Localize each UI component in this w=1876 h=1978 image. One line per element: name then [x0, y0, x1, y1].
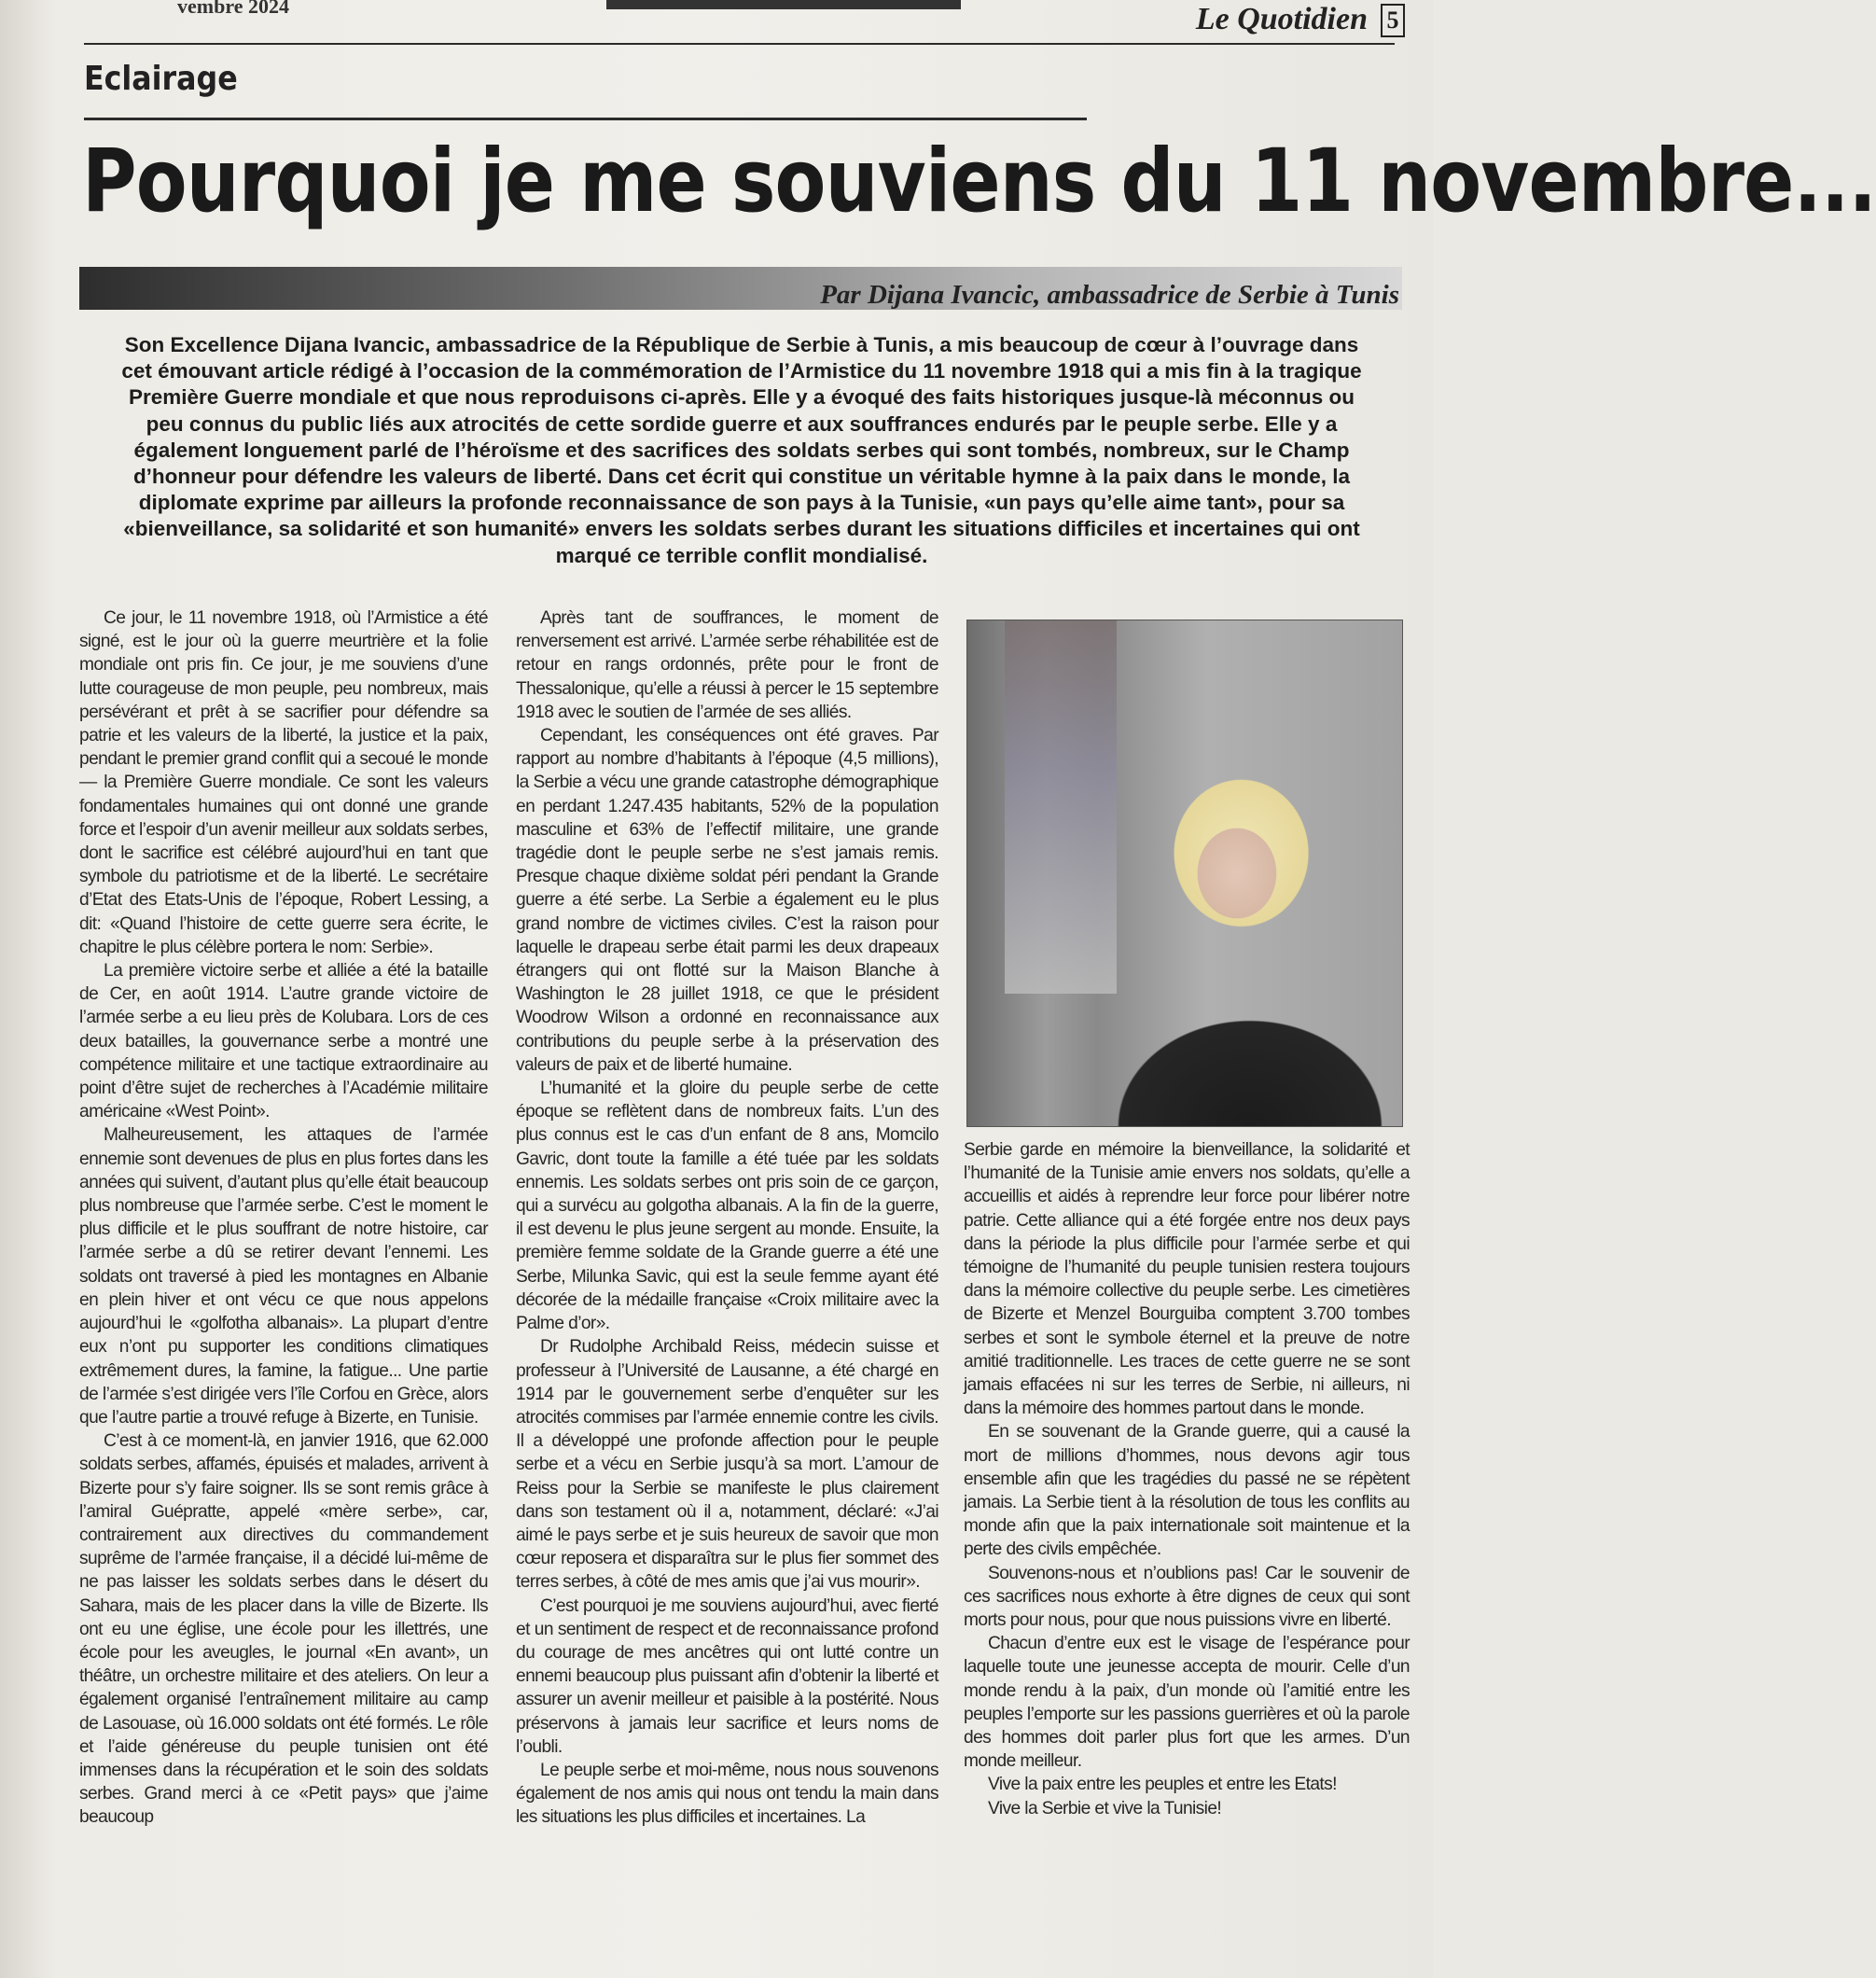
- column-3: [964, 1138, 1410, 1820]
- newspaper-name: Le Quotidien: [1195, 2, 1368, 36]
- paragraph: Serbie garde en mémoire la bienveillance, la solidarité et l’humanité de la Tunisie amie envers nos soldats, qu’elle a accueillis et aidés à reprendre leur force pour libérer notre patrie. Cette alliance qui a été forgée entre nos deux pays dans la période la plus difficile pour l’armée serbe et qui témoigne de l’humanité du peuple tunisien restera toujours dans la mémoire collective du peuple serbe. Les cimetières de Bizerte et Menzel Bourguiba comptent 3.700 tombes serbes et sont le symbole éternel et la preuve de notre amitié traditionnelle. Les traces de cette guerre ne se sont jamais effacées ni sur les terres de Serbie, ni ailleurs, ni dans la mémoire des hommes partout dans le monde.: [964, 1140, 1410, 1419]
- column-1: [79, 606, 488, 1830]
- section-rule: [84, 118, 1087, 120]
- issue-date: vembre 2024: [177, 0, 289, 18]
- paragraph: Après tant de souffrances, le moment de renversement est arrivé. L’armée serbe réhabilitée est de retour en rangs ordonnés, prête pour le front de Thessalonique, qu’elle a réussi à percer le 15 septembre 1918 avec le soutien de l’armée de ses alliés.: [516, 608, 938, 722]
- paragraph: C’est à ce moment-là, en janvier 1916, que 62.000 soldats serbes, affamés, épuisés et malades, arrivent à Bizerte pour s’y faire soigner. Ils se sont remis grâce à l’amiral Guépratte, appelé «mère serbe», car, contrairement aux directives du commandement suprême de l’armée française, il a décidé lui-même de ne pas laisser les soldats serbes dans le désert du Sahara, mais de les placer dans la ville de Bizerte. Ils ont eu une église, une école pour les illettrés, une école pour les aveugles, le journal «En avant», un théâtre, un orchestre militaire et des ateliers. On leur a également organisé l’entraînement militaire au camp de Lasouase, où 16.000 soldats ont été formés. Le rôle et l’aide généreuse du peuple tunisien ont été immenses dans la récupération et le soin des soldats serbes. Grand merci à ce «Petit pays» que j’aime beaucoup: [79, 1431, 488, 1828]
- paragraph: Malheureusement, les attaques de l’armée ennemie sont devenues de plus en plus fortes dans les années qui suivent, d’autant plus qu’elle était beaucoup plus nombreuse que l’armée serbe. C’est le moment le plus difficile et le plus souffrant de notre histoire, car l’armée serbe a dû se retirer devant l’ennemi. Les soldats ont traversé à pied les montagnes en Albanie en plein hiver et ont vécu ce que nous appelons aujourd’hui le «golfotha albanais». La plupart d’entre eux n’ont pu supporter les conditions climatiques extrêmement dures, la famine, la fatigue... Une partie de l’armée s’est dirigée vers l’île Corfou en Grèce, alors que l’autre partie a trouvé refuge à Bizerte, en Tunisie.: [79, 1125, 488, 1428]
- paragraph: Ce jour, le 11 novembre 1918, où l’Armistice a été signé, est le jour où la guerre meurtrière et la folie mondiale ont pris fin. Ce jour, je me souviens d’une lutte courageuse de mon peuple, peu nombreux, mais persévérant et prêt à se sacrifier pour défendre sa patrie et les valeurs de la liberté, la justice et la paix, pendant le premier grand conflit qui a secoué le monde — la Première Guerre mondiale. Ce sont les valeurs fondamentales humaines qui ont donné une grande force et l’espoir d’un avenir meilleur aux soldats serbes, dont le sacrifice est célébré aujourd’hui en tant que symbole du patriotisme et de la liberté. Le secrétaire d’Etat des Etats-Unis de l’époque, Robert Lessing, a dit: «Quand l’histoire de cette guerre sera écrite, le chapitre le plus célèbre portera le nom: Serbie».: [79, 608, 488, 957]
- paragraph: Dr Rudolphe Archibald Reiss, médecin suisse et professeur à l’Université de Lausanne, a été chargé en 1914 par le gouvernement serbe d’enquêter sur les atrocités commises par l’armée ennemie contre les civils. Il a développé une profonde affection pour le peuple serbe et a vécu en Serbie jusqu’à sa mort. L’amour de Reiss pour la Serbie se manifeste le plus clairement dans son testament où il a, notamment, déclaré: «J’ai aimé le pays serbe et je suis heureux de savoir que mon cœur reposera et disparaîtra sur le plus fier sommet des terres serbes, à côté de mes amis que j’ai vus mourir».: [516, 1337, 938, 1593]
- paragraph: C’est pourquoi je me souviens aujourd’hui, avec fierté et un sentiment de respect et de reconnaissance profond du courage de mes ancêtres qui ont lutté contre un ennemi beaucoup plus puissant afin d’obtenir la liberté et assurer un avenir meilleur et paisible à la postérité. Nous préservons à jamais leur sacrifice et leurs noms de l’oubli.: [516, 1595, 938, 1757]
- paragraph: En se souvenant de la Grande guerre, qui a causé la mort de millions d’hommes, nous devons agir tous ensemble afin que les tragédies du passé ne se répètent jamais. La Serbie tient à la résolution de tous les conflits au monde afin que la paix internationale soit maintenue et la perte des civils empêchée.: [964, 1422, 1410, 1560]
- flag-image: [1005, 620, 1117, 994]
- paragraph: Vive la paix entre les peuples et entre les Etats!: [988, 1775, 1337, 1795]
- ambassador-photo: [966, 620, 1403, 1127]
- headline: Pourquoi je me souviens du 11 novembre...: [82, 131, 1876, 232]
- paragraph: Cependant, les conséquences ont été graves. Par rapport au nombre d’habitants à l’époque (4,5 millions), la Serbie a vécu une grande catastrophe démographique en perdant 1.247.435 habitants, 52% de la population masculine et 63% de l’effectif militaire, une grande tragédie dont le peuple serbe ne s’est jamais remis. Presque chaque dixième soldat péri pendant la Grande guerre a été serbe. La Serbie a également eu le plus grand nombre de victimes civiles. C’est la raison pour laquelle le drapeau serbe était parmi les deux drapeaux étrangers qui ont flotté sur la Maison Blanche à Washington le 28 juillet 1918, ce que le président Woodrow Wilson a ordonné en reconnaissance aux contributions du peuple serbe à la préservation des valeurs de paix et de liberté humaine.: [516, 726, 938, 1075]
- section-label: Eclairage: [84, 60, 238, 98]
- paragraph: La première victoire serbe et alliée a été la bataille de Cer, en août 1914. L’autre grande victoire de l’armée serbe a eu lieu près de Kolubara. Lors de ces deux batailles, la gouvernance serbe a montré une compétence militaire et une tactique extraordinaire au point d’être sujet de recherches à l’Académie militaire américaine «West Point».: [79, 961, 488, 1122]
- paragraph: Chacun d’entre eux est le visage de l’espérance pour laquelle toute une jeunesse accepta de mourir. Celle d’un monde rendu à la paix, d’un monde où l’amitié entre les peuples l’emporte sur les passions guerrières et où la parole des hommes doit parler plus fort que les armes. D’un monde meilleur.: [964, 1634, 1410, 1772]
- header-bar: [606, 0, 961, 9]
- article-intro: Son Excellence Dijana Ivancic, ambassadrice de la République de Serbie à Tunis, a mis beaucoup de cœur à l’ouvrage dans cet émouvant article rédigé à l’occasion de la commémoration de l’Armistice du 11 novembre 1918 qui a mis fin à la tragique Première Guerre mondiale et que nous reproduisons ci-après. Elle y a évoqué des faits historiques jusque-là méconnus ou peu connus du public liés aux atrocités de cette sordide guerre et aux souffrances endurés par le peuple serbe. Elle y a également longuement parlé de l’héroïsme et des sacrifices des soldats serbes qui sont tombés, nombreux, sur le Champ d’honneur pour défendre les valeurs de liberté. Dans cet écrit qui constitue un véritable hymne à la paix dans le monde, la diplomate exprime par ailleurs la profonde reconnaissance de son pays à la Tunisie, «un pays qu’elle aime tant», pour sa «bienveillance, sa solidarité et son humanité» envers les soldats serbes durant les situations difficiles et incertaines qui ont marqué ce terrible conflit mondialisé.: [121, 333, 1362, 567]
- page-number: 5: [1381, 4, 1405, 37]
- byline: Par Dijana Ivancic, ambassadrice de Serbie à Tunis: [820, 280, 1399, 310]
- paragraph: L’humanité et la gloire du peuple serbe de cette époque se reflètent dans de nombreux faits. L’un des plus connus est le cas d’un enfant de 8 ans, Momcilo Gavric, dont toute la famille a été tuée par les soldats ennemis. Les soldats serbes ont pris soin de ce garçon, qui a survécu au golgotha albanais. A la fin de la guerre, il est devenu le plus jeune sergent au monde. Ensuite, la première femme soldate de la Grande guerre a été une Serbe, Milunka Savic, qui est la seule femme ayant été décorée de la médaille française «Croix militaire avec la Palme d’or».: [516, 1079, 938, 1334]
- paragraph: Souvenons-nous et n’oublions pas! Car le souvenir de ces sacrifices nous exhorte à être dignes de ceux qui sont morts pour nous, pour que nous puissions vivre en liberté.: [964, 1563, 1410, 1631]
- paragraph: Vive la Serbie et vive la Tunisie!: [988, 1798, 1222, 1818]
- paragraph: Le peuple serbe et moi-même, nous nous souvenons également de nos amis qui nous ont tendu la main dans les situations les plus difficiles et incertaines. La: [516, 1760, 938, 1828]
- column-2: [516, 606, 938, 1830]
